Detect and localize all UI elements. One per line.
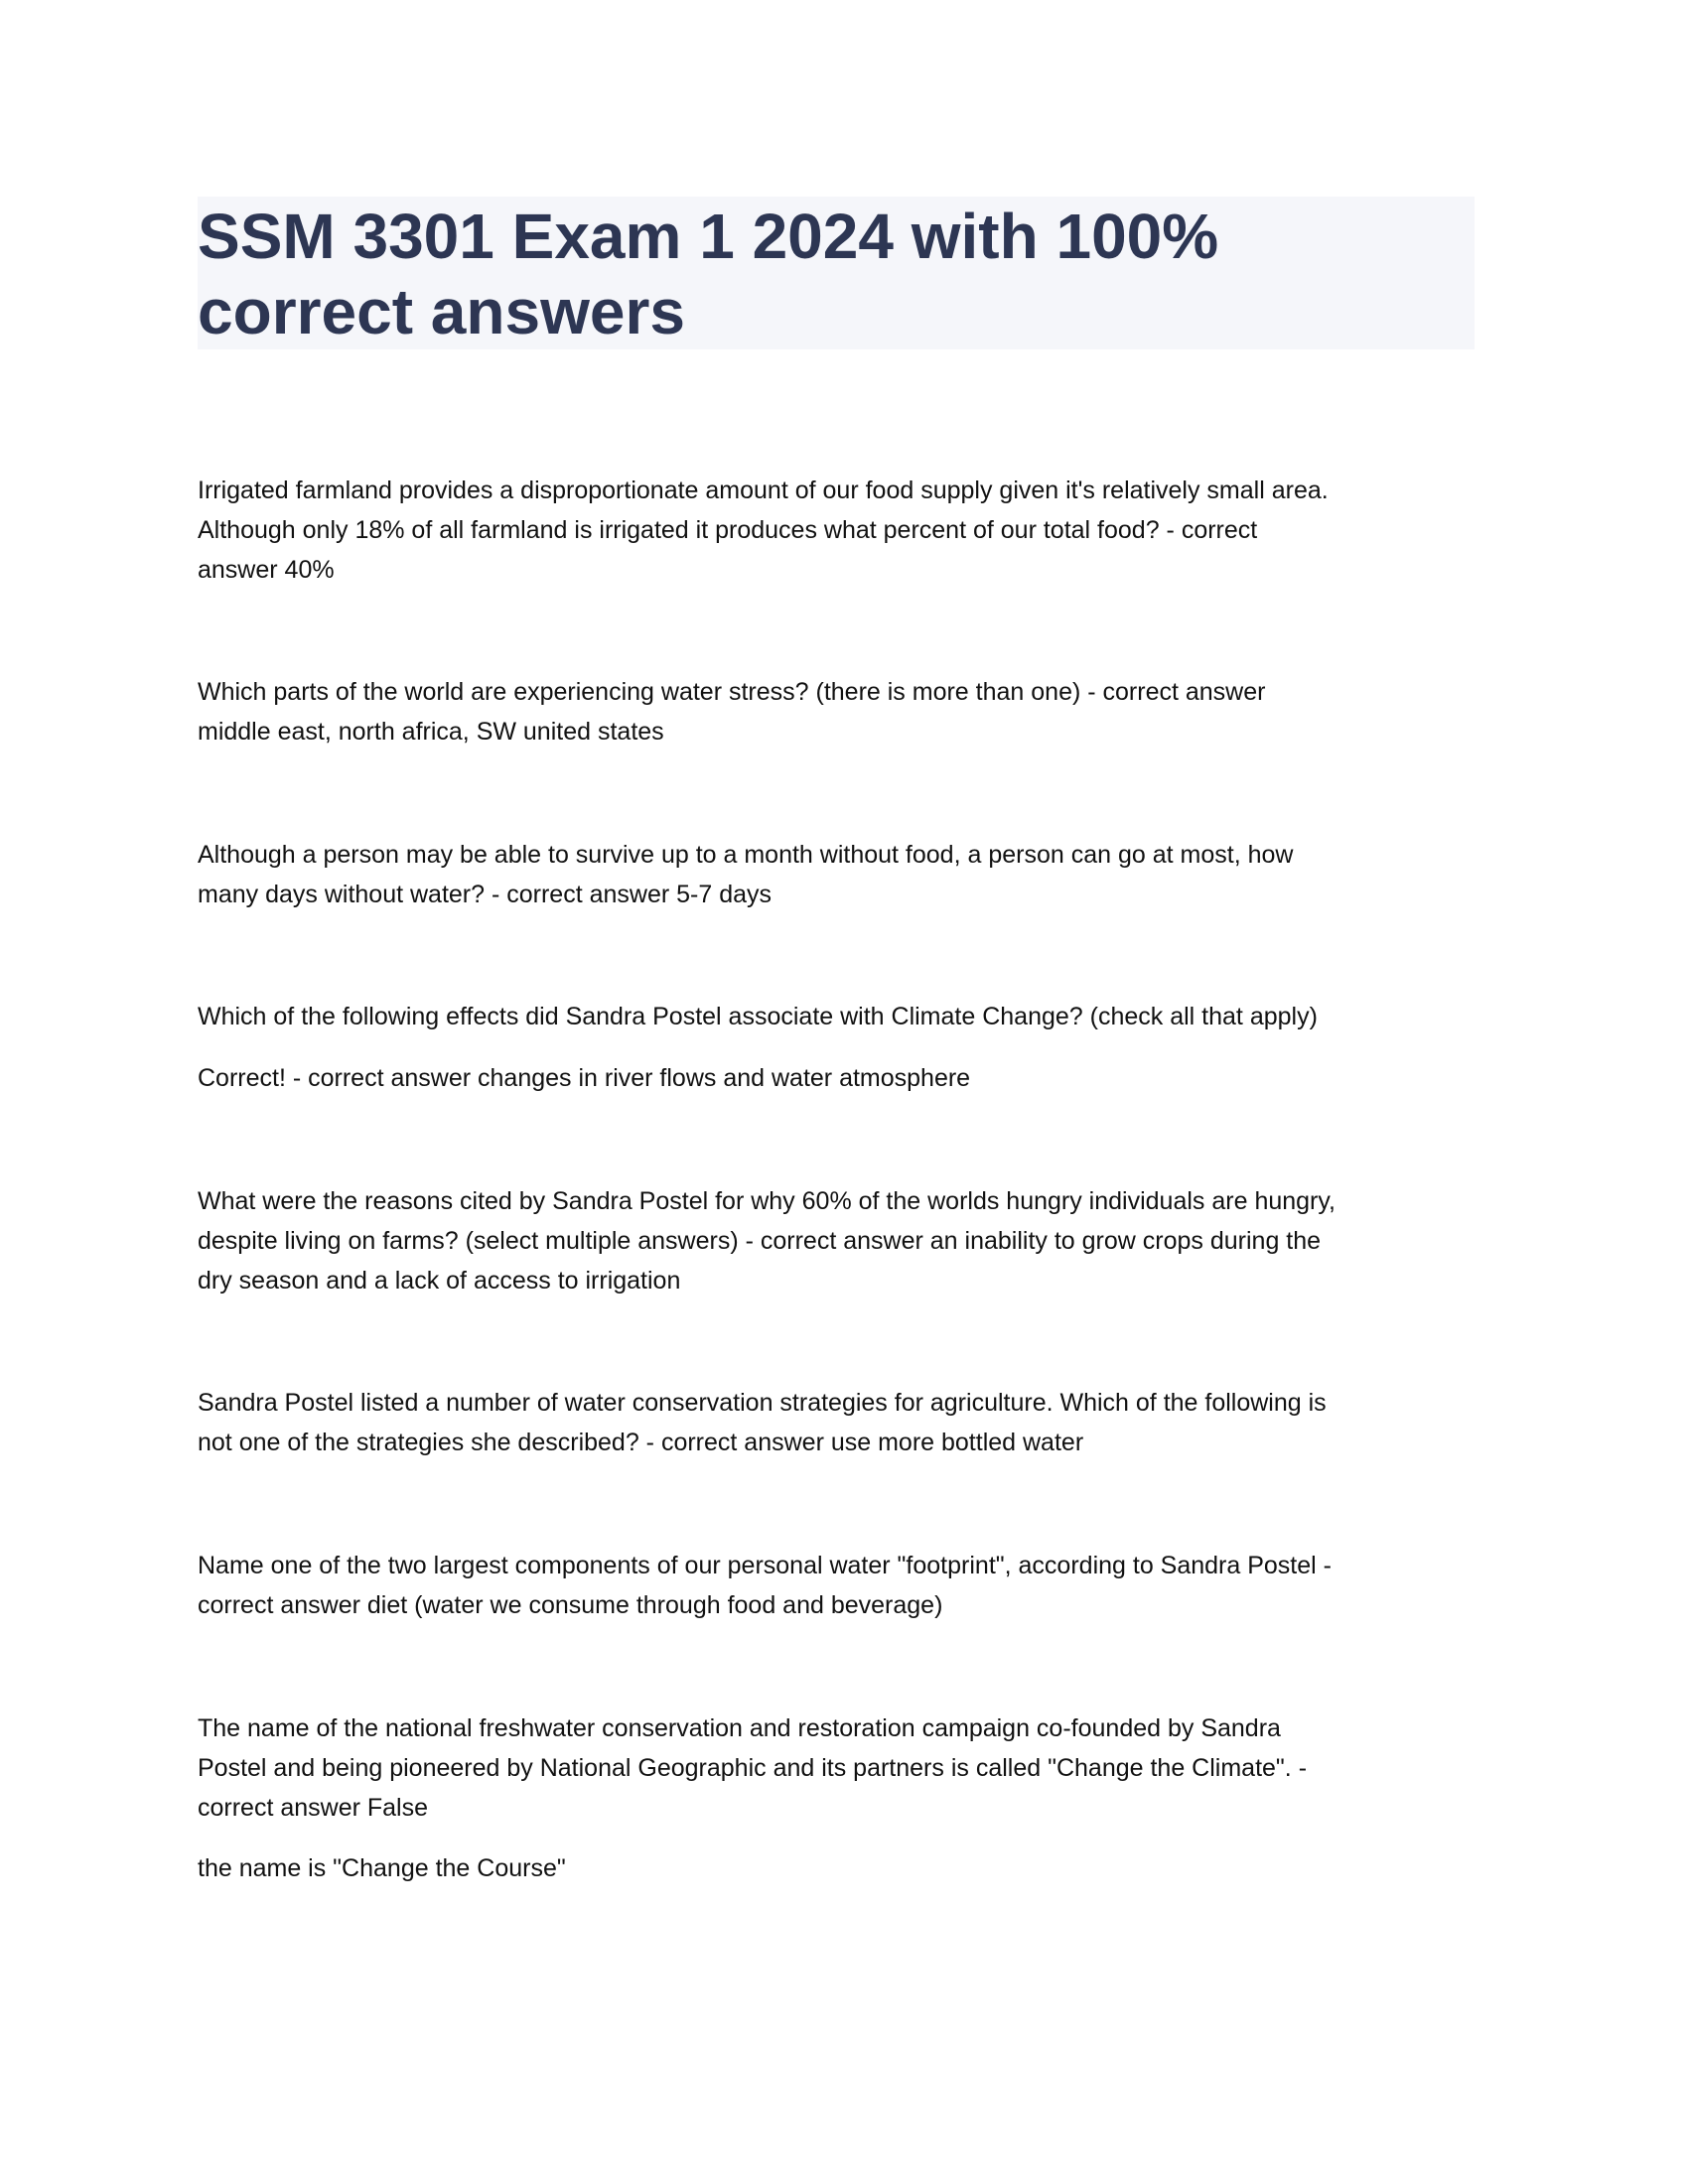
question-4-extra: Correct! - correct answer changes in river flows and water atmosphere — [198, 1064, 971, 1092]
question-7 — [198, 1546, 1488, 1625]
title-line-2: correct answers — [198, 276, 685, 347]
question-5 — [198, 1181, 1488, 1300]
title-banner — [198, 197, 1475, 349]
question-2-line-1: Which parts of the world are experiencing water stress? (there is more than one) - correct answer — [198, 678, 1266, 706]
question-4 — [198, 997, 1488, 1036]
question-5-line-3: dry season and a lack of access to irrigation — [198, 1267, 681, 1295]
question-2-line-2: middle east, north africa, SW united states — [198, 718, 664, 746]
question-1 — [198, 471, 1488, 590]
question-6 — [198, 1383, 1488, 1462]
question-7-line-2: correct answer diet (water we consume through food and beverage) — [198, 1591, 943, 1619]
question-4-answer — [198, 1058, 1488, 1098]
question-5-line-1: What were the reasons cited by Sandra Postel for why 60% of the worlds hungry individuals are hungry, — [198, 1187, 1336, 1215]
question-4-line-1: Which of the following effects did Sandra Postel associate with Climate Change? (check all that apply) — [198, 1003, 1318, 1030]
question-8-extra: the name is "Change the Course" — [198, 1854, 566, 1882]
question-5-line-2: despite living on farms? (select multiple answers) - correct answer an inability to grow crops during the — [198, 1227, 1322, 1255]
question-8-line-1: The name of the national freshwater conservation and restoration campaign co-founded by Sandra — [198, 1714, 1281, 1742]
question-3-line-2: many days without water? - correct answer 5-7 days — [198, 881, 773, 908]
question-7-line-1: Name one of the two largest components of our personal water "footprint", according to Sandra Postel - — [198, 1552, 1332, 1579]
question-8-line-2: Postel and being pioneered by National Geographic and its partners is called "Change the Climate". - — [198, 1754, 1308, 1782]
question-3-line-1: Although a person may be able to survive up to a month without food, a person can go at most, how — [198, 841, 1294, 869]
title-line-1: SSM 3301 Exam 1 2024 with 100% — [198, 201, 1219, 272]
question-2 — [198, 672, 1488, 751]
question-6-line-1: Sandra Postel listed a number of water conservation strategies for agriculture. Which of the following is — [198, 1389, 1327, 1417]
question-1-line-3: answer 40% — [198, 556, 335, 584]
question-6-line-2: not one of the strategies she described? - correct answer use more bottled water — [198, 1429, 1084, 1456]
question-1-line-1: Irrigated farmland provides a disproportionate amount of our food supply given it's relatively small area. — [198, 477, 1329, 504]
question-8 — [198, 1708, 1488, 1828]
question-8-line-3: correct answer False — [198, 1794, 429, 1822]
question-8-note — [198, 1848, 1488, 1888]
question-3 — [198, 835, 1488, 914]
page-title — [198, 199, 1218, 349]
question-1-line-2: Although only 18% of all farmland is irrigated it produces what percent of our total food? - correct — [198, 516, 1258, 544]
